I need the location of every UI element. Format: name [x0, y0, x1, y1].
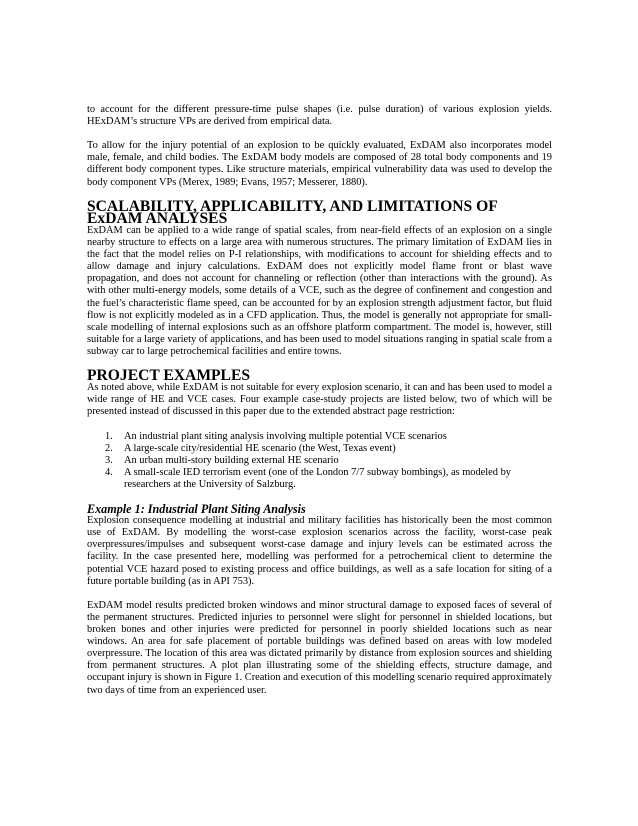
example-1-heading: Example 1: Industrial Plant Siting Analysis — [87, 502, 306, 517]
list-item — [87, 467, 552, 491]
list-item-number: 4. — [105, 466, 113, 478]
scalability-paragraph: ExDAM can be applied to a wide range of spatial scales, from near-field effects of an explosion on a single nearby structure to effects on a large area with numerous structures. The primary limitation of ExDAM lies in the fact that the model relies on P-I relationships, with modifications to account for shielding effects and to allow damage and injury calculations. ExDAM does not explicitly model flame front or blast wave propagation, and does not account for channeling or reflection (other than interactions with the ground). As with other multi-energy models, some details of a VCE, such as the degree of confinement and congestion and the fuel’s characteristic flame speed, can be accounted for by an explosion strength adjustment factor, but fluid flow is not explicitly modeled as in a CFD application. Thus, the model is generally not appropriate for small-scale modelling of internal explosions such as an offshore platform compartment. The model is, however, still suitable for a large variety of applications, and has been used to model situations ranging in spatial scale from a subway car to large petrochemical facilities and entire towns. — [87, 224, 552, 357]
list-item — [87, 431, 552, 443]
intro-paragraph-1: to account for the different pressure-time pulse shapes (i.e. pulse duration) of various explosion yields. HExDAM’s structure VPs are derived from empirical data. — [87, 104, 552, 128]
project-examples-paragraph: As noted above, while ExDAM is not suitable for every explosion scenario, it can and has been used to model a wide range of HE and VCE cases. Four example case-study projects are listed below, two of which will be presented instead of discussed in this paper due to the extended abstract page restriction: — [87, 382, 552, 418]
scalability-heading: SCALABILITY, APPLICABILITY, AND LIMITATIONS OF ExDAM ANALYSES — [87, 197, 498, 227]
project-list — [87, 431, 552, 491]
list-item — [87, 443, 552, 455]
example-1-paragraph-2: ExDAM model results predicted broken windows and minor structural damage to exposed faces of several of the permanent structures. Predicted injuries to personnel were slight for personnel in shielded locations, but broken bones and other injuries were predicted for personnel in poorly shielded locations such as near windows. An area for safe placement of portable buildings was defined based on areas with low modeled overpressure. The location of this area was dictated primarily by distance from explosion sources and shielding from permanent structures. A plot plan illustrating some of the shielding effects, structure damage, and occupant injury is shown in Figure 1. Creation and execution of this modelling scenario required approximately two days of time from an experienced user. — [87, 599, 552, 696]
example-1-paragraph-1: Explosion consequence modelling at industrial and military facilities has historically been the most common use of ExDAM. By modelling the worst-case explosion scenarios across the facility, worst-case peak overpressures/impulses and subsequent worst-case damage and injury levels can be estimated across the facility. In the case presented here, modelling was performed for a petrochemical client to determine the potential VCE hazard posed to existing process and office buildings, as well as a safe location for siting of a future portable building (as in API 753). — [87, 515, 552, 587]
project-examples-heading: PROJECT EXAMPLES — [87, 367, 251, 385]
list-item-number: 3. — [105, 454, 113, 466]
list-item-text: An industrial plant siting analysis involving multiple potential VCE scenarios — [124, 430, 447, 442]
list-item — [87, 455, 552, 467]
list-item-text: A small-scale IED terrorism event (one of the London 7/7 subway bombings), as modeled by researchers at the University of Salzburg. — [124, 466, 511, 490]
list-item-text: An urban multi-story building external HE scenario — [124, 454, 339, 466]
list-item-number: 1. — [105, 430, 113, 442]
list-item-text: A large-scale city/residential HE scenario (the West, Texas event) — [124, 442, 396, 454]
list-item-number: 2. — [105, 442, 113, 454]
document-page — [87, 104, 552, 697]
intro-paragraph-2: To allow for the injury potential of an explosion to be quickly evaluated, ExDAM also incorporates model male, female, and child bodies. The ExDAM body models are composed of 28 total body components and 19 different body component types. Like structure materials, empirical vulnerability data was used to develop the body component VPs (Merex, 1989; Evans, 1957; Messerer, 1880). — [87, 140, 552, 188]
